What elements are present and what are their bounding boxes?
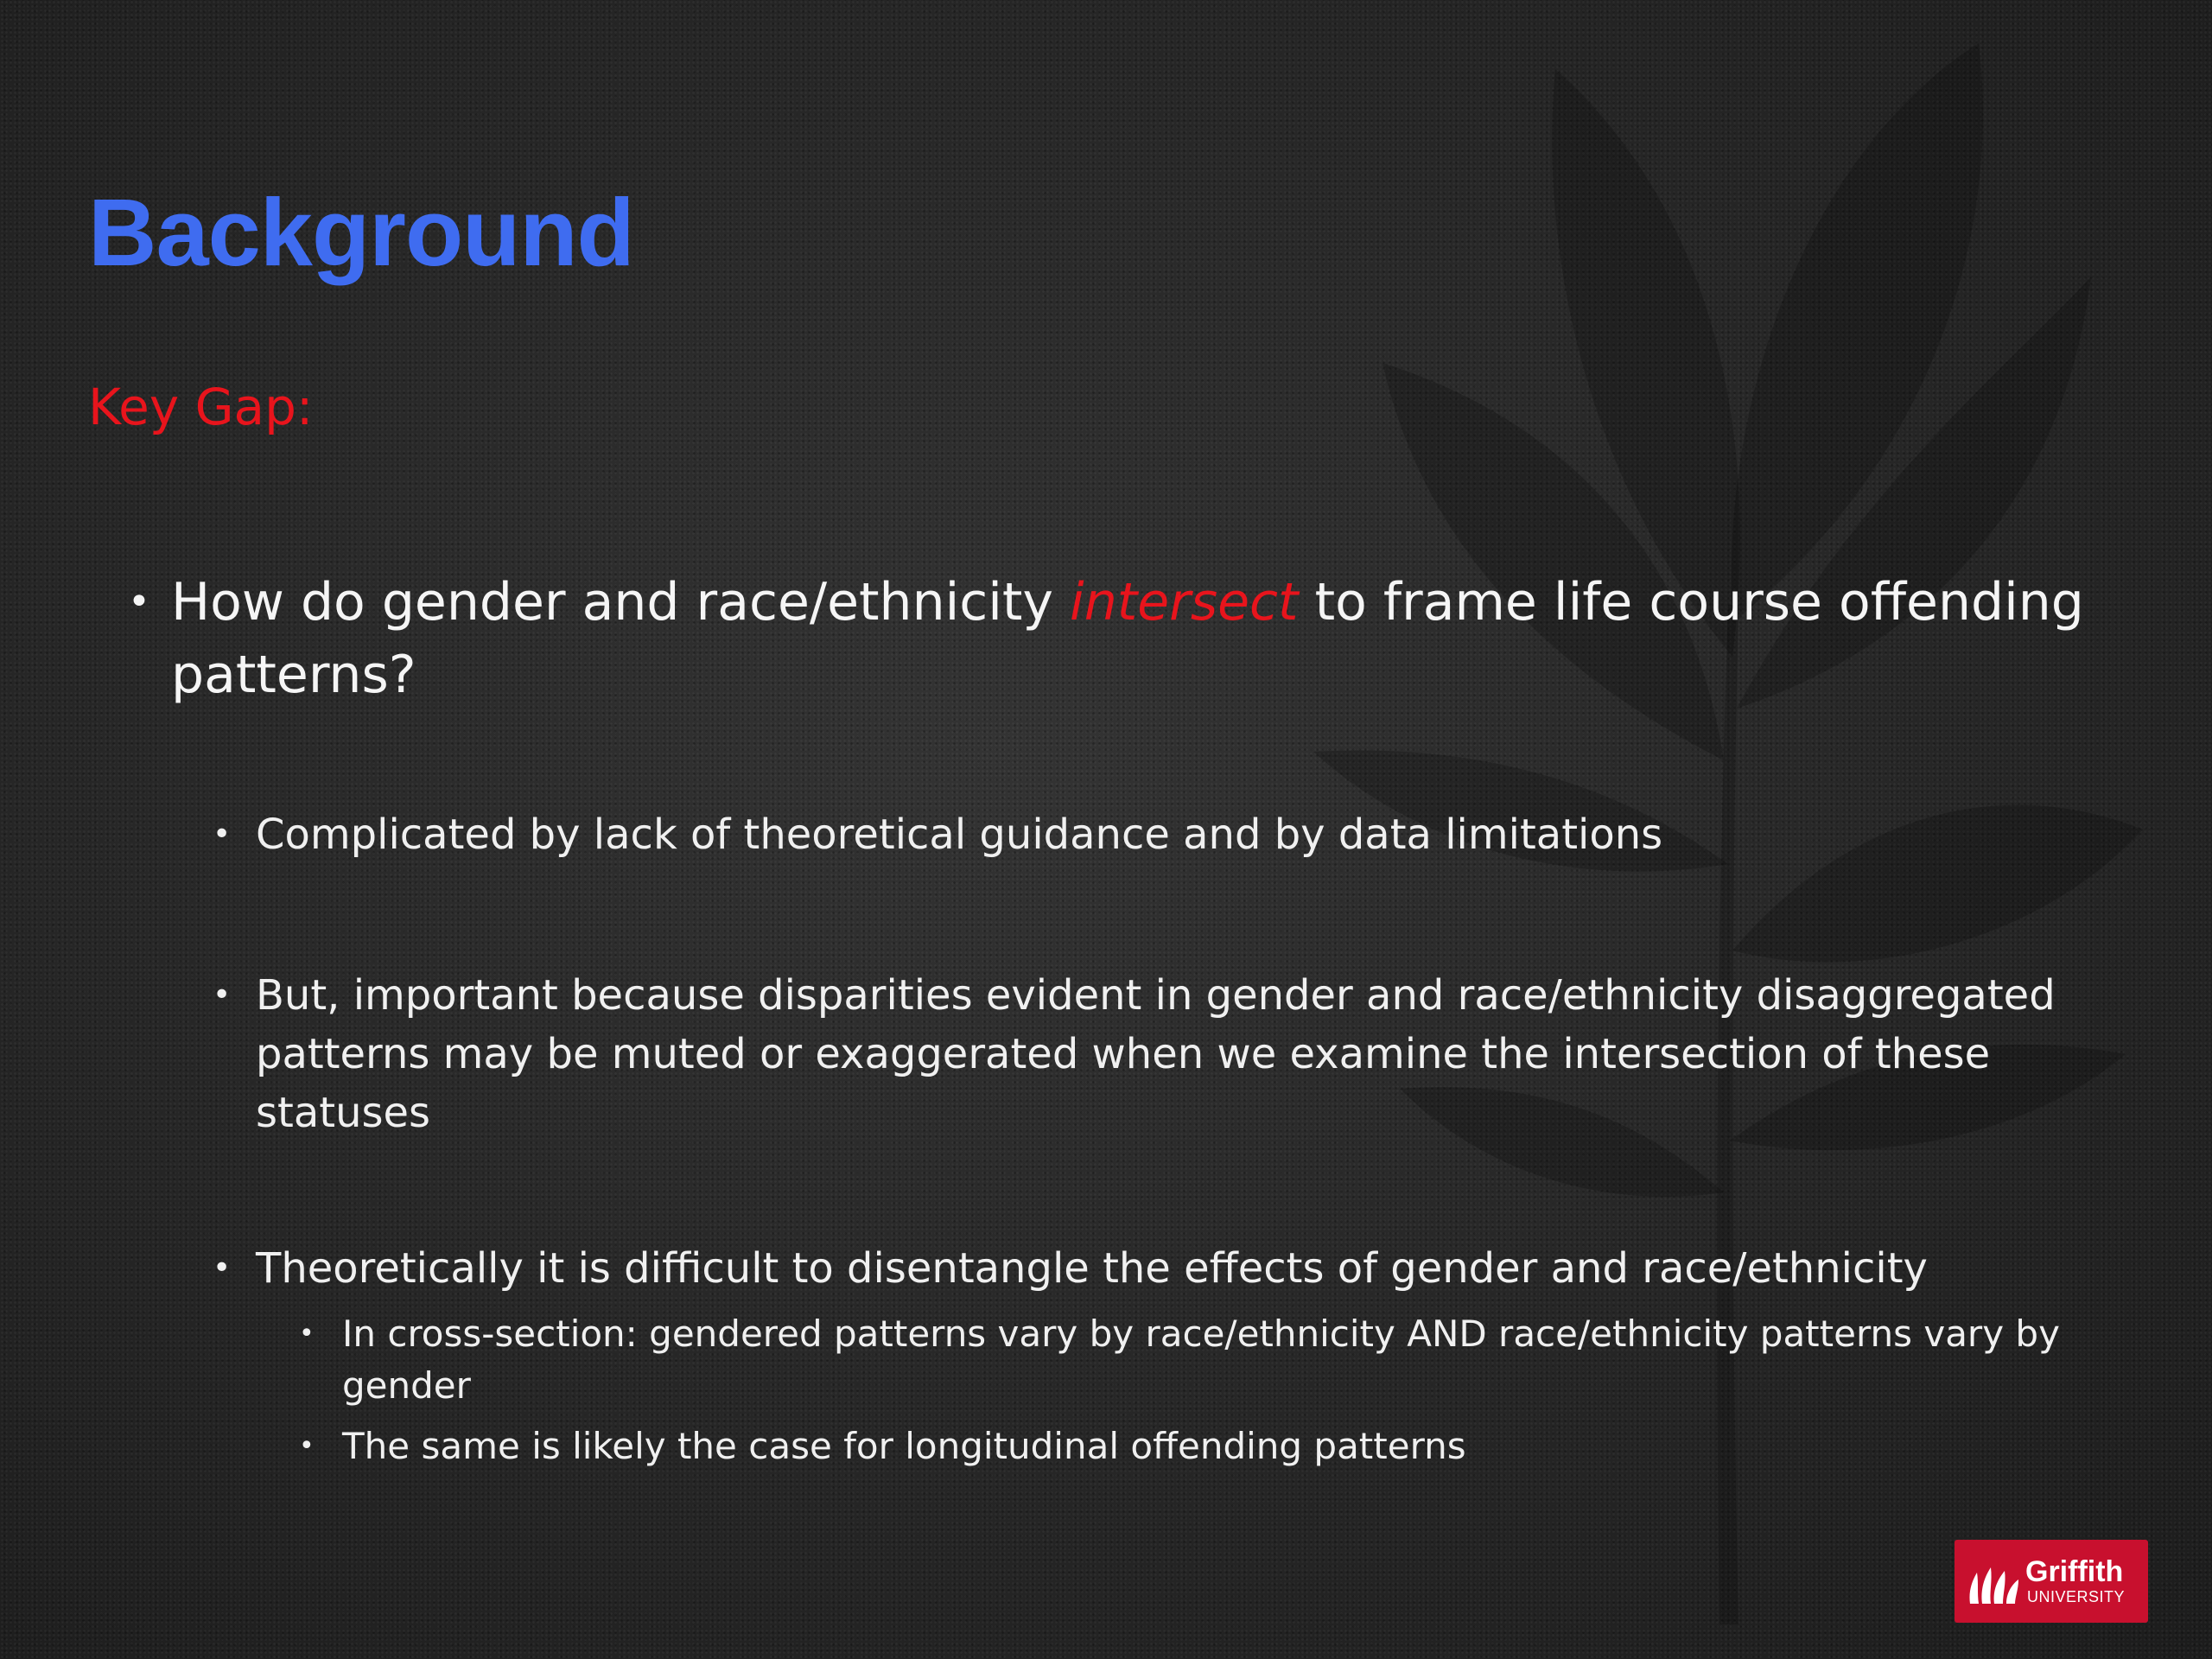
bullet-marker: • [213,1250,232,1286]
griffith-university-logo [1955,1540,2148,1623]
question-emphasis: intersect [1070,572,1299,632]
main-question-bullet [128,566,2115,711]
question-text-before: How do gender and race/ethnicity [171,572,1071,632]
logo-name: Griffith [2025,1555,2124,1588]
bullet-marker: • [128,580,150,624]
bullet-marker: • [213,977,232,1013]
question-text-after: to frame life course offending patterns? [171,572,2084,705]
slide-title: Background [88,180,634,286]
bullet-marker: • [213,817,232,852]
subpoint-text: In cross-section: gendered patterns vary by race/ethnicity AND race/ethnicity patterns vary by gender [342,1313,2060,1407]
point-item [213,805,2062,864]
subpoint-item [299,1308,2070,1412]
subpoint-text: The same is likely the case for longitudinal offending patterns [342,1425,1466,1467]
bullet-marker: • [299,1319,315,1349]
point-text: Complicated by lack of theoretical guidance and by data limitations [256,810,1663,859]
point-item [213,966,2062,1142]
subpoint-item [299,1421,2070,1472]
logo-subtitle: UNIVERSITY [2027,1588,2126,1605]
key-gap-label: Key Gap: [88,378,314,436]
main-question-text [171,566,2115,711]
point-text: But, important because disparities evident in gender and race/ethnicity disaggregated patterns may be muted or exaggerated when we examine the intersection of these statuses [256,971,2056,1137]
griffith-flame-icon [1967,1566,2022,1605]
bullet-marker: • [299,1431,315,1461]
point-text: Theoretically it is difficult to disentangle the effects of gender and race/ethnicity [256,1244,1928,1293]
point-item [213,1239,2062,1298]
